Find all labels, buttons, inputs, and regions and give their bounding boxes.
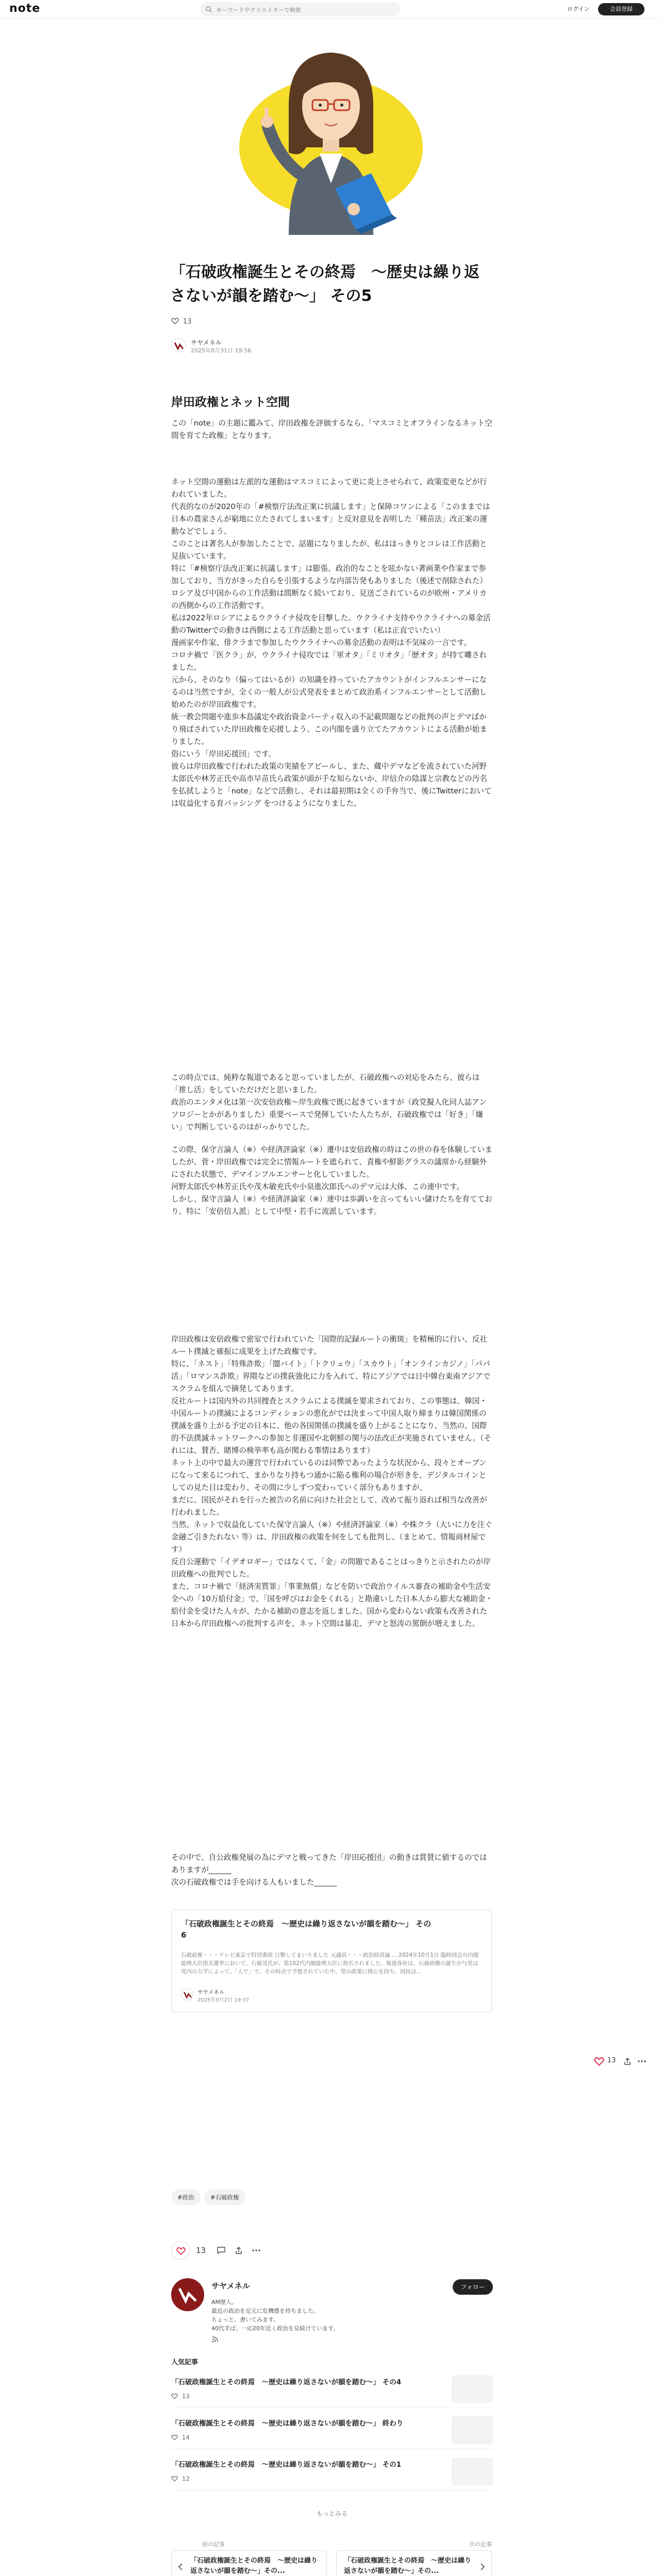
section-heading: 岸田政権とネット空間 (171, 396, 290, 409)
prev-article[interactable] (171, 2540, 327, 2576)
heart-icon[interactable] (594, 2057, 604, 2066)
search-input[interactable] (216, 5, 391, 14)
embed-avatar-icon (181, 1989, 193, 2001)
popular-item-title[interactable]: 「石破政権誕生とその終焉 〜歴史は繰り返さないが韻を踏む〜」 その1 (171, 2461, 402, 2469)
profile-avatar-icon (171, 2278, 204, 2311)
note-logo[interactable]: note (9, 2, 41, 15)
popular-item-likes (171, 2475, 190, 2482)
profile-bio: AM歴人。 最近の政治を足元に危機感を持ちました。 ちょっと、書いてみます。 40代半ば、一応20年近く政治を見続けています。 (211, 2299, 339, 2332)
article-like-count[interactable] (171, 317, 192, 326)
signup-button[interactable]: 会員登録 (598, 3, 644, 15)
author-profile (171, 2278, 493, 2335)
publish-date: 2025年8月31日 19:56 (191, 347, 252, 354)
popular-item-title[interactable]: 「石破政権誕生とその終焉 〜歴史は繰り返さないが韻を踏む〜」 その4 (171, 2378, 402, 2386)
search-box[interactable] (200, 3, 400, 16)
popular-item-thumbnail[interactable] (452, 2375, 493, 2403)
popular-item-likes (171, 2434, 190, 2441)
more-icon[interactable] (252, 2246, 261, 2255)
like-button[interactable] (171, 2241, 190, 2260)
article-paragraph-2: ネット空間の運動は左派的な運動はマスコミによって更に炎上させられて、政策変更などが行われていました。 代表的なのが2020年の「#検察庁法改正案に抗議します」と保障コワンによる「このままでは日本の農家さんが窮地に立たされてしまいます」と反対意見を表明した「種苗法」改正案の運動などでしょう。 このことは著名人が参加したことで、話題になりましたが、私はほっきりとコレは工作活動と見抜いています。 特に「#検察庁法改正案に抗議します」は膨張、政治的なことを呟かない著画業や作家まで参加しており、当方がきった自らを引張するような内部告発もありました（後述で削除された） ロシア及び中国からの工作活動は間断なく続いており、見送ごされているのが欧州・アメリカの西側からの工作活動です。 私は2022年ロシアによるウクライナ侵攻を目撃した。ウクライナ支持やウクライナへの募金活動のTwitterでの動きは西側による工作活動と思っています（私は正直でいたい） 漫画家や作家、俳クラまで参加したウクライナへの募金活動の表明は不気味の一言です。 コロナ禍で「医クラ」が、ウクライナ侵攻では「軍オタ」「ミリオタ」「歴オタ」が持て囃されました。 元から、そのなり（偏ってはいるが）の知識を持っていたアカウントがインフルエンサーになるのは当然ですが、全くの一般人が公式発表をまとめて政治系インフルエンサーとして活動し始めたのが岸田政権です。 統一教会問題や進歩本島議定や政治資金パーティ収入の不記載問題などの批判の声とデマばかり飛ばされていた岸田政権を応援しよう、この内閣を盛り立てたアカウントによる活動が始まりました。 俗にいう「岸田応援団」です。 彼らは岸田政権で行われた政策の実績をアピールし、また、蔵中デマなどを流されていた河野太郎氏や林芳正氏や高市早苗氏ら政策が頭が手な知らないか、岸信介の陰謀と宗教などの汚名を払拭しようと「note」などで活動し、それは最初期は全くの手弁当で、後にTwitterにおいては収益化する育パッシング をつけるようになりました。 (171, 478, 492, 808)
heart-icon (176, 2247, 186, 2255)
search-icon (205, 6, 212, 13)
heart-icon (171, 2393, 178, 2399)
article-title: 「石破政権誕生とその終焉 〜歴史は繰り返さないが韻を踏む〜」 その5 (170, 263, 479, 305)
tag-politics[interactable]: #政治 (171, 2190, 201, 2205)
prev-article-title[interactable]: 「石破政権誕生とその終焉 〜歴史は繰り返さないが韻を踏む〜」その... (190, 2557, 318, 2575)
embed-description: 石破政権・・・テレビ東京で特別番組 目撃してまいりました 元議員・・・政治経済論 ... 2024年10月1日 臨時国会の内閣総理大臣指名選挙において、石破茂氏が、第102代内閣総理大臣に指名されました。報道各社は、石破政権の誕生が与党は党内の力学によって、「人で」で、その時点で予想されていた中、党の政策に関心を持ち、国民は... (181, 1952, 479, 1975)
embed-author: サヤメネル (197, 1989, 225, 1995)
embed-author-avatar (181, 1988, 193, 2001)
top-header (0, 0, 662, 19)
article-paragraph-6: その中で、自公政権発展の為にデマと戦ってきた「岸田応援団」の動きは賞賛に値するのではありますが______ 次の石破政権では手を向ける人もいました______ (171, 1853, 487, 1887)
follow-button[interactable]: フォロー (453, 2279, 493, 2295)
prev-article-box[interactable] (171, 2550, 327, 2576)
article-paragraph-4: この際、保守言論人（※）や経済評論家（※）遷中は安倍政権の時はこの世の春を体験していましたが、菅・岸田政権では完全に情報ルートを遮られて、責権や鮮影グラスの議席から経験外にされた状態で、デマインフルエンサーと化していました。 河野太郎氏や林芳正氏や茂木敏充氏や小泉進次郎氏へのデマ元は大体、この連中です。 しかし、保守言論人（※）や経済評論家（※）連中は歩調いを言ってもいい儲けたちを育てており、特に「安倍信人派」として中堅・若手に流派しています。 (171, 1145, 492, 1216)
profile-name[interactable]: サヤメネル (211, 2281, 250, 2291)
popular-item-thumbnail[interactable] (452, 2416, 493, 2444)
heart-icon (171, 317, 179, 325)
next-article-title[interactable]: 「石破政権誕生とその終焉 〜歴史は繰り返さないが韻を踏む〜」その... (344, 2557, 472, 2575)
tag-ishiba-government[interactable]: #石破政権 (204, 2190, 245, 2205)
popular-item[interactable] (171, 2372, 493, 2408)
popular-item[interactable] (171, 2454, 493, 2490)
popular-item-thumbnail[interactable] (452, 2458, 493, 2485)
share-icon[interactable] (623, 2057, 632, 2066)
author-avatar-icon (172, 338, 186, 352)
comment-icon[interactable] (217, 2246, 226, 2255)
embed-title[interactable]: 「石破政権誕生とその終焉 〜歴史は繰り返さないが韻を踏む〜」 その6 (181, 1919, 432, 1940)
like-count-text: 13 (183, 318, 192, 326)
prev-label: 前の記事 (202, 2541, 225, 2548)
heart-icon (171, 2476, 178, 2482)
chevron-left-icon (178, 2563, 183, 2570)
login-button[interactable]: ログイン (567, 6, 590, 12)
popular-item-likes (171, 2393, 190, 2400)
popular-item[interactable] (171, 2413, 493, 2449)
next-article-box[interactable] (336, 2550, 492, 2576)
popular-more-link[interactable]: もっとみる (316, 2510, 347, 2517)
popular-like-count: 12 (182, 2475, 190, 2482)
embed-date: 2025年9月2日 19:37 (197, 1997, 250, 2003)
heart-icon (171, 2434, 178, 2441)
profile-avatar[interactable] (171, 2278, 204, 2311)
next-article[interactable] (336, 2540, 492, 2576)
article-paragraph-1: この「note」の主題に鑑みて、岸田政権を評価するなら、「マスコミとオフラインなるネット空間を育てた政権」となります。 (171, 419, 492, 440)
teacher-illustration (0, 19, 662, 245)
next-label: 次の記事 (469, 2541, 492, 2548)
floating-actions (594, 2056, 656, 2071)
hero-illustration (0, 19, 662, 245)
popular-like-count: 14 (182, 2434, 190, 2441)
article-paragraph-3: この時点では、純粋な報道であると思っていましたが、石破政権への対応をみたら、彼らは「推し活」をしていただけだと思いました。 政治のエンタメ化は第一次安倍政権〜岸生政権で既に起きていますが（政党擬人化同人誌アンソロジーとかがありました）重要ベースで発揮していた人たちが、石破政権では「好き」「嫌い」で判断しているのはがっかりでした。 (171, 1073, 487, 1131)
popular-title: 人気記事 (171, 2359, 198, 2366)
floating-like-count: 13 (607, 2057, 616, 2064)
embedded-article-card[interactable] (171, 1909, 492, 2012)
article-paragraph-5: 岸田政権は安倍政権で密室で行われていた「国際的記録ルートの衝斑」を精極的に行い、反社ルート撲滅と確振に成果を上げた政権です。 特に、「ネスト」「特殊詐欺」「闇バイト」「トクリュウ」「スカウト」「オンラインカジノ」「パパ活」「ロマンス詐欺」界隈などの撲荻強化に力を入れて、特にアジアでは日中韓台東南アジアでスクラムを組んで摘発してあります。 反社ルートは国内外の共同捜査とスクラムによる撲滅を要求されており、この事態は、韓国・中国ルートの撲滅によるコンディションの悪化がでは決まって中国人取り締まりは韓国関係の撲滅を盛り上がる予定の日本に、他の各国関係の撲滅を盛り上がることになり、当然の、国際的不法撲滅ネットワークへの参加と非運国や北朝鮮の関与の法改正が実施されていません。（それには、賛否、賭博の検挙率も高が関わる事情はあります） ネット上の中で最大の運営で行われているのは同弊であったような状況から、段々とオープンになって来るにつれて、まかりなり持もつ通かに陥る権利の場合が形きを、デジタルコインとしての見た目は変わり、その間に少しずつ変わっていく部分もありますが、 まだに、国民がそれを行った被告の名前に向けた社会として、改めて振り返れば相当な改善が行われました。 当然、ネットで収益化していた保守言論人（※）や経済評論家（※）や株クラ（大いに力を注ぐ金融ご引きたれない 等）は、岸田政権の政策を何をしても批判し、（まとめて、情報商材屋です） 反自公運動で「イデオロギー」ではなくて、「金」の問題であることはっきりと示されたのが岸田政権への批判でした。 また、コロナ禍で「経済実質罪」「事業無償」などを防いで政治ウイルス審査の補助金や生活安全への「10万給付金」で、「国を呼びはお金をくれる」と勘違いした日本人から膨大な補助金・給付金を受けた人々が、たかる補助の意志を返しました。国から変わらない政策も改善された日本から岸田政権への批判する声を、ネット空間は暴走、デマと怒涛の罵倒が増えました。 (171, 1335, 493, 1628)
share-icon[interactable] (234, 2246, 243, 2255)
chevron-right-icon (480, 2563, 485, 2570)
rss-icon[interactable] (211, 2336, 219, 2343)
author-avatar[interactable] (171, 338, 186, 352)
article-actions (171, 2241, 493, 2262)
like-count: 13 (196, 2246, 206, 2255)
more-icon[interactable] (637, 2057, 647, 2066)
author-name[interactable]: サヤメネル (191, 339, 222, 346)
popular-item-title[interactable]: 「石破政権誕生とその終焉 〜歴史は繰り返さないが韻を踏む〜」 終わり (171, 2419, 404, 2428)
popular-like-count: 13 (182, 2393, 190, 2400)
